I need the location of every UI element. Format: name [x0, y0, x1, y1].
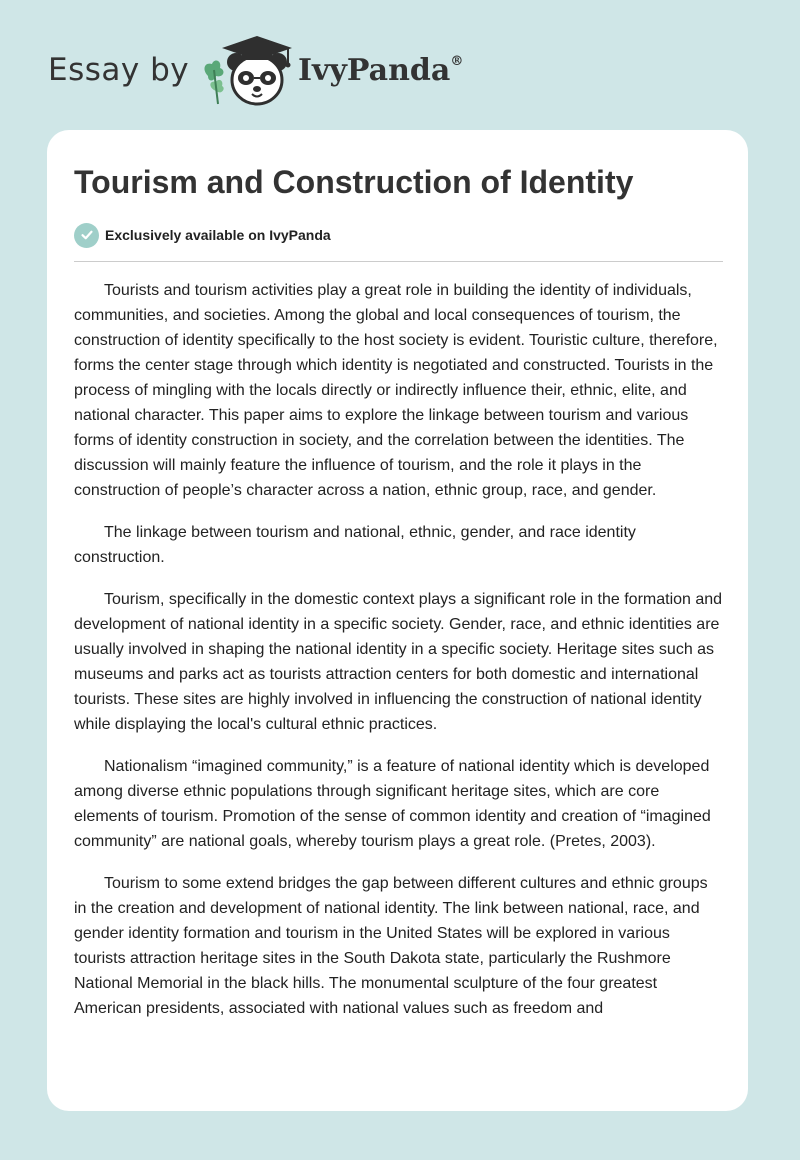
paragraph: Tourists and tourism activities play a great role in building the identity of individuals, communities, and societies. Among the global and local consequences of tourism, the construction of identity specifically to the host society is evident. Touristic culture, therefore, forms the center stage through which identity is negotiated and constructed. Tourists in the process of mingling with the locals directly or indirectly influence their, ethnic, elite, and national character. This paper aims to explore the linkage between tourism and various forms of identity construction in society, and the correlation between the identities. The discussion will mainly feature the influence of tourism, and the role it plays in the construction of people’s character across a nation, ethnic group, race, and gender.: [74, 282, 718, 499]
divider: [74, 261, 723, 262]
essay-card: [47, 130, 748, 1111]
paragraph: Tourism, specifically in the domestic context plays a significant role in the formation and development of national identity in a specific society. Gender, race, and ethnic identities are usually involved in shaping the national identity in a specific society. Heritage sites such as museums and parks act as tourists attraction centers for both domestic and international tourists. These sites are highly involved in influencing the construction of national identity while displaying the local's cultural ethnic practices.: [74, 591, 723, 733]
essay-by-label: Essay by: [48, 52, 190, 88]
check-icon: [74, 223, 99, 248]
paragraph: Nationalism “imagined community,” is a feature of national identity which is developed among diverse ethnic populations through significant heritage sites, which are core elements of tourism. Promotion of the sense of common identity and creation of “imagined community” are national goals, whereby tourism plays a great role. (Pretes, 2003).: [74, 758, 711, 850]
paragraph: The linkage between tourism and national, ethnic, gender, and race identity construction.: [74, 524, 636, 566]
page-title: Tourism and Construction of Identity: [74, 164, 634, 200]
exclusive-badge-label: Exclusively available on IvyPanda: [105, 227, 331, 243]
brand-name-text: IvyPanda: [298, 53, 451, 88]
site-header: [48, 30, 548, 110]
exclusive-badge: [74, 222, 331, 248]
panda-logo-icon[interactable]: [200, 30, 296, 110]
registered-mark: ®: [450, 54, 464, 69]
brand-name[interactable]: [298, 53, 463, 88]
paragraph: Tourism to some extend bridges the gap between different cultures and ethnic groups in the creation and development of national identity. The link between national, race, and gender identity formation and tourism in the United States will be explored in various tourists attraction heritage sites in the South Dakota state, particularly the Rushmore National Memorial in the black hills. The monumental sculpture of the four greatest American presidents, associated with national values such as freedom and: [74, 875, 708, 1017]
essay-body: [74, 278, 724, 1038]
